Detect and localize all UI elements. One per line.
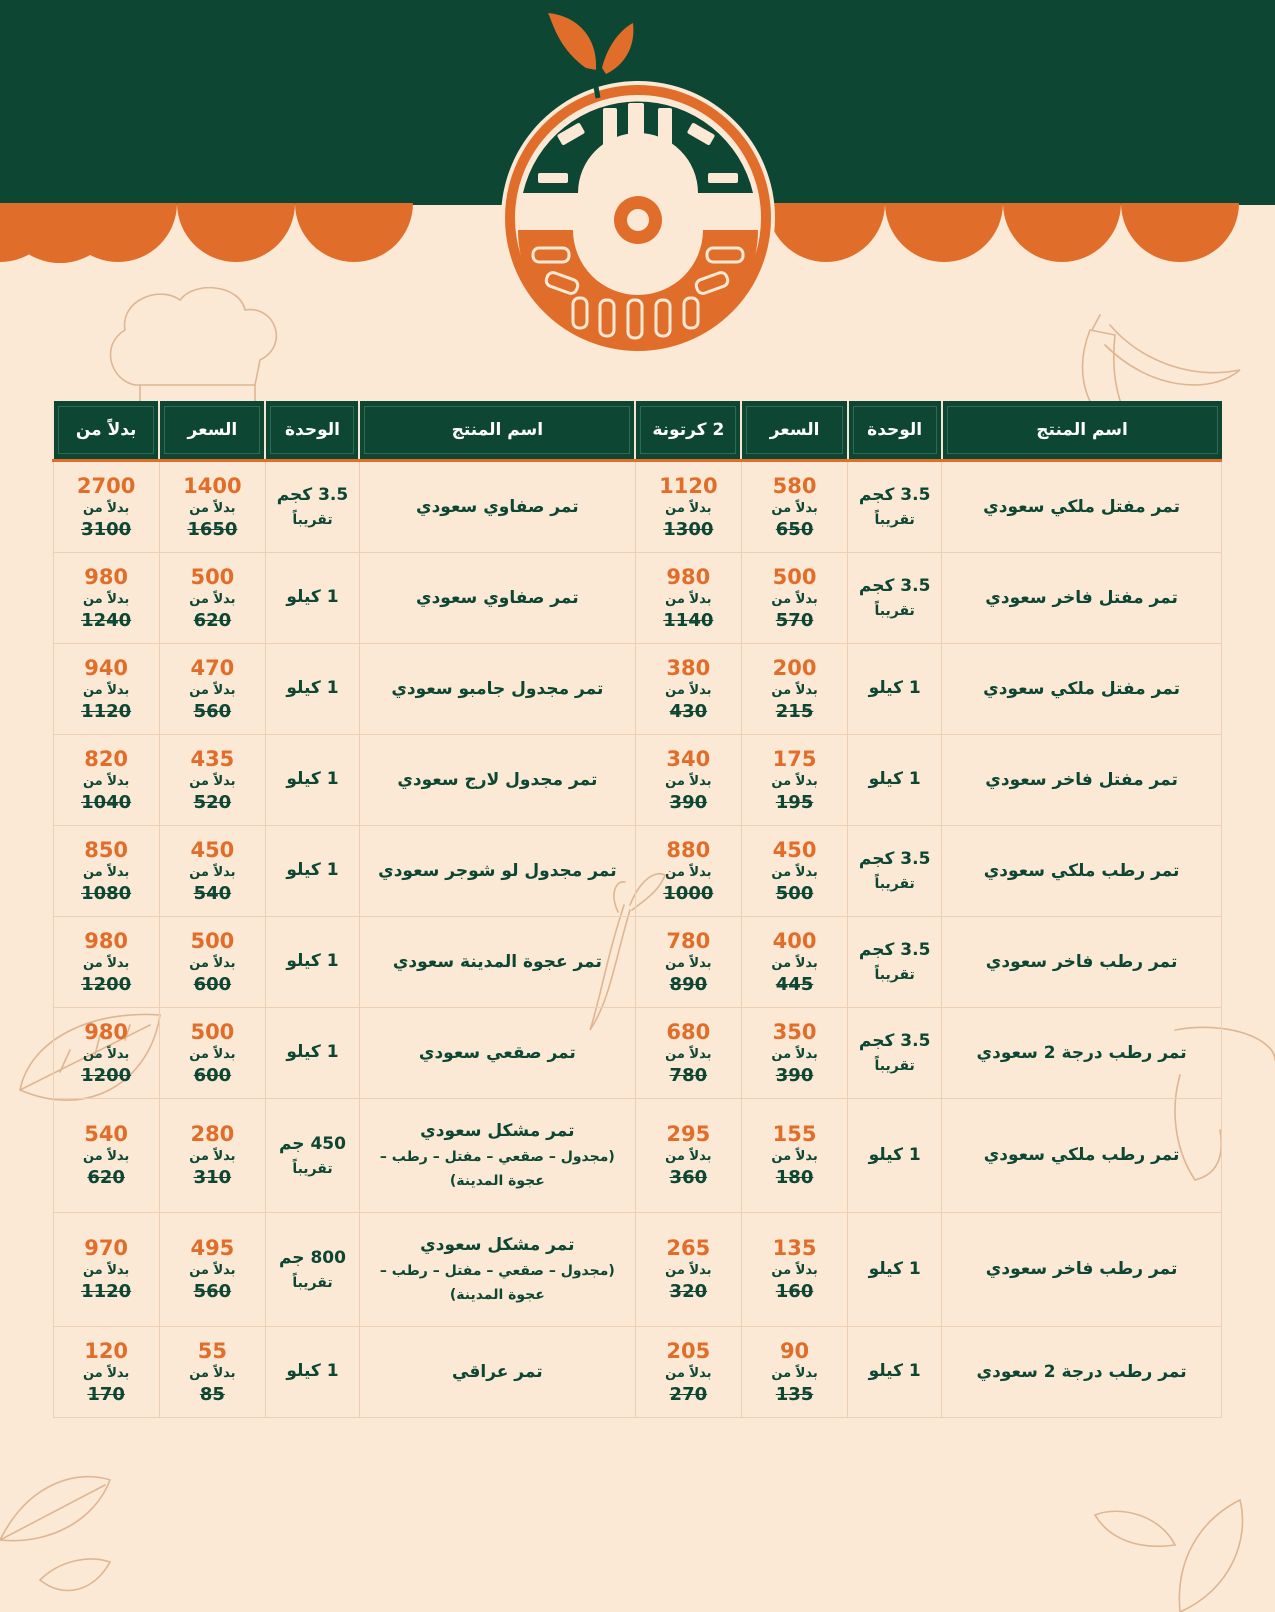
header-unit-left: الوحدة [265, 401, 359, 461]
unit-right-value: 3.5 كجم [858, 1031, 931, 1052]
product-name-left: تمر صفاوي سعودي [359, 553, 635, 644]
price-right-old: 195 [775, 791, 814, 813]
unit-left [265, 735, 359, 826]
instead-left [53, 461, 159, 553]
table-header-row [53, 401, 1222, 461]
product-name-right: تمر مفتل ملكي سعودي [942, 461, 1222, 553]
instead-left [53, 1008, 159, 1099]
unit-left [265, 826, 359, 917]
carton-right-old: 320 [669, 1281, 708, 1303]
price-right [741, 1008, 847, 1099]
unit-right [848, 1327, 942, 1418]
price-right [741, 1099, 847, 1213]
instead-label: بدلاً من [82, 682, 130, 698]
price-left-old: 620 [193, 609, 232, 631]
carton-right-new: 205 [666, 1338, 711, 1363]
instead-label: بدلاً من [82, 591, 130, 607]
instead-label: بدلاً من [771, 773, 818, 789]
price-right [741, 826, 847, 917]
unit-right-approx: تقريباً [874, 512, 915, 529]
scallop [1121, 203, 1239, 262]
scallop [1003, 203, 1121, 262]
instead-left [53, 644, 159, 735]
unit-left-value: 1 كيلو [286, 951, 339, 972]
product-name-left: تمر صفاوي سعودي [359, 461, 635, 553]
header-product-name-right: اسم المنتج [942, 401, 1222, 461]
scallop [295, 203, 413, 262]
price-table-container [52, 401, 1222, 1418]
price-left [159, 461, 265, 553]
instead-label: بدلاً من [82, 773, 130, 789]
unit-right [848, 644, 942, 735]
product-name-right: تمر مفتل فاخر سعودي [942, 553, 1222, 644]
product-mix-detail: (مجدول – صقعي – مفتل – رطب – عجوة المدينة) [379, 1263, 615, 1303]
table-row [53, 917, 1222, 1008]
carton-right-new: 295 [666, 1122, 711, 1147]
price-right-new: 90 [779, 1338, 810, 1363]
carton-right-old: 270 [669, 1383, 708, 1405]
instead-label: بدلاً من [189, 773, 236, 789]
instead-left-old: 1080 [81, 882, 132, 904]
instead-left-new: 820 [84, 746, 129, 771]
carton-right-old: 1000 [663, 882, 714, 904]
unit-right [848, 1099, 942, 1213]
price-left-new: 470 [190, 655, 235, 680]
product-name-right: تمر رطب فاخر سعودي [942, 1213, 1222, 1327]
instead-left-old: 1120 [81, 1281, 132, 1303]
instead-left [53, 1213, 159, 1327]
carton-right [635, 1008, 741, 1099]
instead-label: بدلاً من [771, 500, 818, 516]
instead-left-new: 940 [84, 655, 129, 680]
instead-left-old: 1120 [81, 700, 132, 722]
price-left-old: 560 [193, 700, 232, 722]
carton-right-old: 390 [669, 791, 708, 813]
instead-label: بدلاً من [189, 1263, 236, 1279]
unit-left [265, 1008, 359, 1099]
instead-label: بدلاً من [665, 591, 712, 607]
instead-label: بدلاً من [189, 682, 236, 698]
table-row [53, 1213, 1222, 1327]
instead-left-old: 1240 [81, 609, 132, 631]
unit-right-value: 3.5 كجم [858, 849, 931, 870]
price-right [741, 917, 847, 1008]
price-right-new: 350 [772, 1019, 817, 1044]
unit-left-value: 1 كيلو [286, 678, 339, 699]
unit-left [265, 1213, 359, 1327]
instead-label: بدلاً من [82, 1263, 130, 1279]
price-right-new: 580 [772, 473, 817, 498]
carton-right-old: 780 [669, 1064, 708, 1086]
instead-left [53, 826, 159, 917]
product-name-left: تمر صقعي سعودي [359, 1008, 635, 1099]
instead-label: بدلاً من [771, 864, 818, 880]
instead-label: بدلاً من [665, 500, 712, 516]
instead-label: بدلاً من [771, 1149, 818, 1165]
price-left-new: 435 [190, 746, 235, 771]
carton-right-old: 1300 [663, 518, 714, 540]
instead-label: بدلاً من [189, 1365, 236, 1381]
unit-right-value: 1 كيلو [868, 678, 921, 699]
header-carton-right: 2 كرتونة [635, 401, 741, 461]
unit-left [265, 461, 359, 553]
unit-left [265, 1099, 359, 1213]
instead-left-old: 620 [87, 1167, 125, 1189]
product-name-left: تمر عراقي [359, 1327, 635, 1418]
instead-left [53, 917, 159, 1008]
carton-right-new: 980 [666, 564, 711, 589]
instead-left-old: 170 [87, 1383, 125, 1405]
carton-right-old: 890 [669, 973, 708, 995]
price-left [159, 1008, 265, 1099]
price-left-new: 280 [190, 1122, 235, 1147]
instead-label: بدلاً من [771, 1365, 818, 1381]
instead-label: بدلاً من [665, 1046, 712, 1062]
instead-label: بدلاً من [82, 1046, 130, 1062]
price-left [159, 826, 265, 917]
carton-right [635, 461, 741, 553]
instead-label: بدلاً من [189, 1149, 236, 1165]
table-row [53, 1327, 1222, 1418]
carton-right [635, 735, 741, 826]
unit-left-approx: تقريباً [292, 1274, 333, 1291]
price-right-old: 180 [775, 1167, 814, 1189]
carton-right-old: 430 [669, 700, 708, 722]
product-name-right: تمر رطب ملكي سعودي [942, 826, 1222, 917]
instead-left [53, 1099, 159, 1213]
unit-right [848, 826, 942, 917]
unit-left-value: 3.5 كجم [276, 485, 349, 506]
unit-left [265, 1327, 359, 1418]
price-right-new: 175 [772, 746, 817, 771]
price-right-old: 500 [775, 882, 814, 904]
unit-left [265, 917, 359, 1008]
carton-right-new: 380 [666, 655, 711, 680]
price-right-new: 500 [772, 564, 817, 589]
scallop [885, 203, 1003, 262]
instead-label: بدلاً من [189, 955, 236, 971]
table-row [53, 553, 1222, 644]
price-left-new: 450 [190, 837, 235, 862]
product-name-right: تمر مفتل فاخر سعودي [942, 735, 1222, 826]
price-left [159, 735, 265, 826]
instead-label: بدلاً من [665, 1263, 712, 1279]
instead-label: بدلاً من [189, 591, 236, 607]
instead-left-new: 850 [84, 837, 129, 862]
price-right [741, 461, 847, 553]
price-right [741, 553, 847, 644]
instead-label: بدلاً من [771, 1046, 818, 1062]
unit-left-approx: تقريباً [292, 512, 333, 529]
instead-left-old: 1200 [81, 1064, 132, 1086]
price-right-new: 135 [772, 1236, 817, 1261]
product-name-left: تمر مشكل سعودي (مجدول – صقعي – مفتل – رطب – عجوة المدينة) [359, 1099, 635, 1213]
price-right-old: 215 [775, 700, 814, 722]
unit-right-value: 3.5 كجم [858, 940, 931, 961]
instead-left-new: 120 [84, 1338, 129, 1363]
unit-right-approx: تقريباً [874, 603, 915, 620]
carton-right-new: 780 [666, 928, 711, 953]
logo [498, 8, 778, 368]
carton-right [635, 826, 741, 917]
product-name-left: تمر عجوة المدينة سعودي [359, 917, 635, 1008]
header-price-right: السعر [741, 401, 847, 461]
instead-left-old: 3100 [81, 518, 132, 540]
price-left-old: 600 [193, 973, 232, 995]
unit-right-value: 1 كيلو [868, 1144, 921, 1165]
product-name-right: تمر رطب درجة 2 سعودي [942, 1008, 1222, 1099]
instead-left-new: 970 [84, 1236, 129, 1261]
instead-label: بدلاً من [82, 500, 130, 516]
product-name-right: تمر مفتل ملكي سعودي [942, 644, 1222, 735]
carton-right-new: 1120 [659, 473, 718, 498]
instead-label: بدلاً من [82, 1365, 130, 1381]
price-left-new: 500 [190, 928, 235, 953]
product-mix-detail: (مجدول – صقعي – مفتل – رطب – عجوة المدينة) [379, 1149, 615, 1189]
carton-right [635, 644, 741, 735]
instead-left-old: 1040 [81, 791, 132, 813]
price-table [52, 401, 1222, 1418]
product-name-left: تمر مشكل سعودي (مجدول – صقعي – مفتل – رطب – عجوة المدينة) [359, 1213, 635, 1327]
price-left [159, 1213, 265, 1327]
unit-right-value: 1 كيلو [868, 1361, 921, 1382]
instead-left-old: 1200 [81, 973, 132, 995]
carton-right-new: 340 [666, 746, 711, 771]
carton-right [635, 1099, 741, 1213]
carton-right [635, 1213, 741, 1327]
carton-right-new: 880 [666, 837, 711, 862]
price-left-old: 540 [193, 882, 232, 904]
price-left-old: 520 [193, 791, 232, 813]
carton-right [635, 1327, 741, 1418]
price-right [741, 644, 847, 735]
unit-left-value: 1 كيلو [286, 769, 339, 790]
carton-right [635, 553, 741, 644]
instead-label: بدلاً من [189, 864, 236, 880]
table-row [53, 1008, 1222, 1099]
product-name-left: تمر مجدول لارج سعودي [359, 735, 635, 826]
table-row [53, 826, 1222, 917]
price-left-old: 85 [199, 1383, 225, 1405]
instead-label: بدلاً من [665, 682, 712, 698]
unit-right [848, 461, 942, 553]
price-left [159, 553, 265, 644]
unit-right-value: 3.5 كجم [858, 485, 931, 506]
instead-label: بدلاً من [189, 500, 236, 516]
product-name-right: تمر رطب فاخر سعودي [942, 917, 1222, 1008]
price-left [159, 917, 265, 1008]
header-product-name-left: اسم المنتج [359, 401, 635, 461]
instead-left-new: 540 [84, 1122, 129, 1147]
instead-label: بدلاً من [189, 1046, 236, 1062]
price-right-old: 390 [775, 1064, 814, 1086]
price-left-new: 495 [190, 1236, 235, 1261]
instead-left-new: 2700 [76, 473, 136, 498]
product-name-right: تمر رطب ملكي سعودي [942, 1099, 1222, 1213]
header-instead-left: بدلاً من [53, 401, 159, 461]
unit-right-approx: تقريباً [874, 1058, 915, 1075]
unit-right [848, 553, 942, 644]
unit-left-value: 1 كيلو [286, 1361, 339, 1382]
instead-label: بدلاً من [771, 955, 818, 971]
product-name-right: تمر رطب درجة 2 سعودي [942, 1327, 1222, 1418]
price-left-new: 1400 [183, 473, 242, 498]
price-right-old: 570 [775, 609, 814, 631]
instead-label: بدلاً من [665, 955, 712, 971]
price-left-new: 500 [190, 1019, 235, 1044]
price-right-new: 155 [772, 1122, 817, 1147]
instead-label: بدلاً من [771, 1263, 818, 1279]
instead-label: بدلاً من [82, 1149, 130, 1165]
price-left [159, 1099, 265, 1213]
unit-right [848, 917, 942, 1008]
unit-right [848, 735, 942, 826]
instead-label: بدلاً من [665, 1365, 712, 1381]
carton-right-new: 265 [666, 1236, 711, 1261]
scallop [767, 203, 885, 262]
table-row [53, 1099, 1222, 1213]
product-name-left: تمر مجدول لو شوجر سعودي [359, 826, 635, 917]
scallop [177, 203, 295, 262]
instead-left [53, 553, 159, 644]
carton-right-old: 1140 [663, 609, 714, 631]
unit-left-value: 800 جم [278, 1247, 346, 1268]
table-row [53, 644, 1222, 735]
price-right-old: 445 [775, 973, 814, 995]
price-left-old: 600 [193, 1064, 232, 1086]
table-row [53, 735, 1222, 826]
price-right-old: 160 [775, 1281, 814, 1303]
instead-left [53, 1327, 159, 1418]
price-right-new: 400 [772, 928, 817, 953]
product-name-left: تمر مجدول جامبو سعودي [359, 644, 635, 735]
unit-left [265, 644, 359, 735]
unit-left-value: 1 كيلو [286, 587, 339, 608]
unit-right-approx: تقريباً [874, 967, 915, 984]
unit-left-value: 1 كيلو [286, 1042, 339, 1063]
instead-label: بدلاً من [82, 955, 130, 971]
price-left [159, 1327, 265, 1418]
unit-left-approx: تقريباً [292, 1160, 333, 1177]
table-row [53, 461, 1222, 553]
instead-left-new: 980 [84, 1019, 129, 1044]
price-left-new: 500 [190, 564, 235, 589]
instead-label: بدلاً من [771, 682, 818, 698]
unit-right [848, 1008, 942, 1099]
instead-left-new: 980 [84, 928, 129, 953]
instead-left-new: 980 [84, 564, 129, 589]
price-left [159, 644, 265, 735]
carton-right-new: 680 [666, 1019, 711, 1044]
unit-right-value: 3.5 كجم [858, 576, 931, 597]
price-right-new: 200 [772, 655, 817, 680]
carton-right [635, 917, 741, 1008]
unit-right-value: 1 كيلو [868, 769, 921, 790]
price-right-old: 135 [775, 1383, 814, 1405]
instead-label: بدلاً من [665, 773, 712, 789]
instead-label: بدلاً من [665, 864, 712, 880]
price-right-new: 450 [772, 837, 817, 862]
price-right [741, 1213, 847, 1327]
instead-label: بدلاً من [665, 1149, 712, 1165]
unit-left-value: 1 كيلو [286, 860, 339, 881]
instead-left [53, 735, 159, 826]
price-left-old: 310 [193, 1167, 232, 1189]
price-left-new: 55 [197, 1338, 227, 1363]
price-right-old: 650 [775, 518, 814, 540]
unit-left [265, 553, 359, 644]
instead-label: بدلاً من [82, 864, 130, 880]
price-left-old: 560 [193, 1281, 232, 1303]
header-unit-right: الوحدة [848, 401, 942, 461]
header-price-left: السعر [159, 401, 265, 461]
price-left-old: 1650 [187, 518, 238, 540]
unit-right-value: 1 كيلو [868, 1258, 921, 1279]
instead-label: بدلاً من [771, 591, 818, 607]
unit-right [848, 1213, 942, 1327]
unit-left-value: 450 جم [278, 1133, 346, 1154]
price-right [741, 735, 847, 826]
price-right [741, 1327, 847, 1418]
carton-right-old: 360 [669, 1167, 708, 1189]
unit-right-approx: تقريباً [874, 876, 915, 893]
